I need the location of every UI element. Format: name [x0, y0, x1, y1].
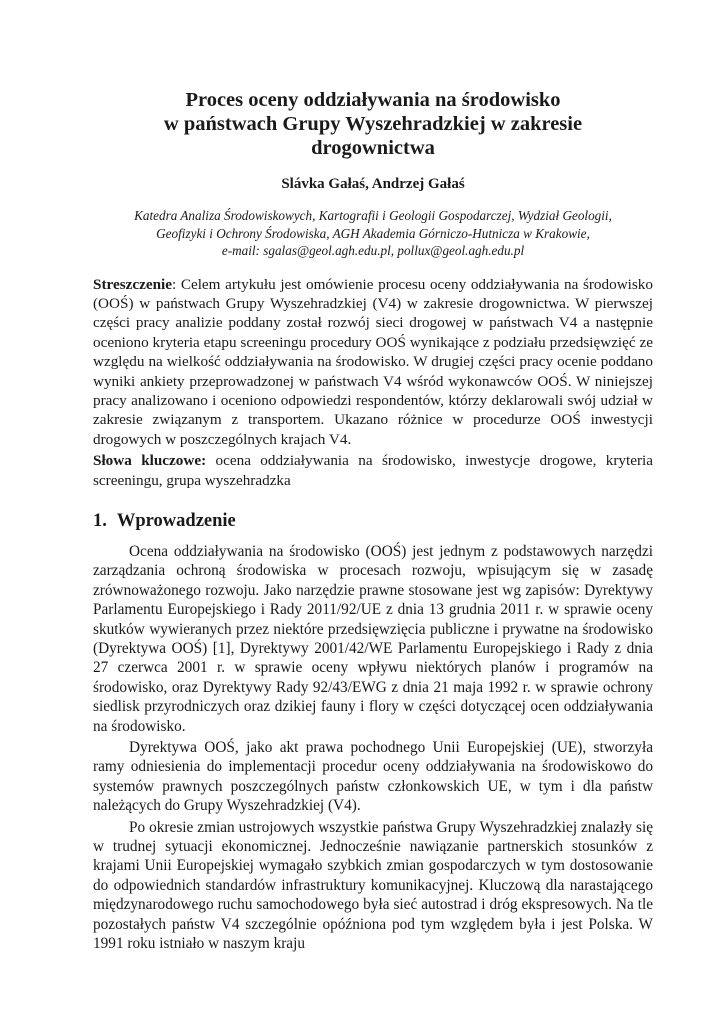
title-line: drogownictwa: [311, 137, 435, 159]
authors: Slávka Gałaś, Andrzej Gałaś: [281, 176, 465, 192]
body-paragraph: Ocena oddziaływania na środowisko (OOŚ) jest jednym z podstawowych narzędzi zarządzania ochroną środowiska w procesach rozwoju, wpisującym się w zasadę zrównoważonego rozwoju. Jako narzędzie prawne stosowane jest wg zapisów: Dyrektywy Parlamentu Europejskiego i Rady 2011/92/UE z dnia 13 grudnia 2011 r. w sprawie oceny skutków wywieranych przez niektóre przedsięwzięcia publiczne i prywatne na środowisko (Dyrektywa OOŚ) [1], Dyrektywy 2001/42/WE Parlamentu Europejskiego i Rady z dnia 27 czerwca 2001 r. w sprawie oceny wpływu niektórych planów i programów na środowisko, oraz Dyrektywy Rady 92/43/EWG z dnia 21 maja 1992 r. w sprawie ochrony siedlisk przyrodniczych oraz dzikiej fauny i flory w części dotyczącej ocen oddziaływania na środowisko.: [93, 542, 653, 735]
keywords-label: Słowa kluczowe:: [93, 452, 207, 470]
affiliation-email: e-mail: sgalas@geol.agh.edu.pl, pollux@geol.agh.edu.pl: [221, 243, 525, 258]
body-paragraph: Dyrektywa OOŚ, jako akt prawa pochodnego Unii Europejskiej (UE), stworzyła ramy odniesienia do implementacji procedur oceny oddziaływania na środowiskowo do systemów prawnych poszczególnych państw członkowskich UE, w tym i dla państw należących do Grupy Wyszehradzkiej (V4).: [93, 739, 653, 815]
keywords-paragraph: [93, 451, 653, 490]
abstract-label: Streszczenie: [93, 275, 172, 293]
abstract-paragraph: [93, 275, 653, 450]
section-body: [93, 542, 653, 954]
affiliation-line: Katedra Analiza Środowiskowych, Kartografii i Geologii Gospodarczej, Wydział Geologii,: [134, 208, 612, 223]
article-page: [93, 88, 653, 954]
section-heading: [93, 510, 653, 532]
title-line: w państwach Grupy Wyszehradzkiej w zakresie: [163, 113, 583, 135]
article-title: [93, 88, 653, 160]
section-number: 1.: [93, 510, 107, 531]
abstract: [93, 275, 653, 490]
section-title: Wprowadzenie: [116, 510, 236, 531]
title-line: Proces oceny oddziaływania na środowisko: [185, 89, 561, 111]
affiliation: [93, 207, 653, 260]
affiliation-line: Geofizyki i Ochrony Środowiska, AGH Akademia Górniczo-Hutnicza w Krakowie,: [156, 225, 590, 241]
body-paragraph: Po okresie zmian ustrojowych wszystkie państwa Grupy Wyszehradzkiej znalazły się w trudnej sytuacji ekonomicznej. Jednocześnie nawiązanie partnerskich stosunków z krajami Unii Europejskiej wymagało szybkich zmian gospodarczych w tym dostosowanie do odpowiednich standardów infrastruktury komunikacyjnej. Kluczową dla narastającego międzynarodowego ruchu samochodowego była sieć autostrad i dróg ekspresowych. Na tle pozostałych państw V4 szczególnie opóźniona pod tym względem była i jest Polska. W 1991 roku istniało w naszym kraju: [93, 818, 653, 953]
keywords-text: ocena oddziaływania na środowisko, inwestycje drogowe, kryteria screeningu, grupa wyszehradzka: [93, 452, 653, 489]
abstract-text: : Celem artykułu jest omówienie procesu oceny oddziaływania na środowisko (OOŚ) w państwach Grupy Wyszehradzkiej (V4) w zakresie drogownictwa. W pierwszej części pracy analizie poddany został rozwój sieci drogowej w państwach V4 a następnie oceniono kryteria etapu screeningu procedury OOŚ wynikające z podziału przedsięwzięć ze względu na wielkość oddziaływania na środowisko. W drugiej części pracy ocenie poddano wyniki ankiety przeprowadzonej w państwach V4 wśród wykonawców OOŚ. W niniejszej pracy analizowano i oceniono odpowiedzi respondentów, którzy deklarowali swój udział w zakresie związanym z transportem. Ukazano różnice w procedurze OOŚ inwestycji drogowych w poszczególnych krajach V4.: [93, 275, 653, 448]
